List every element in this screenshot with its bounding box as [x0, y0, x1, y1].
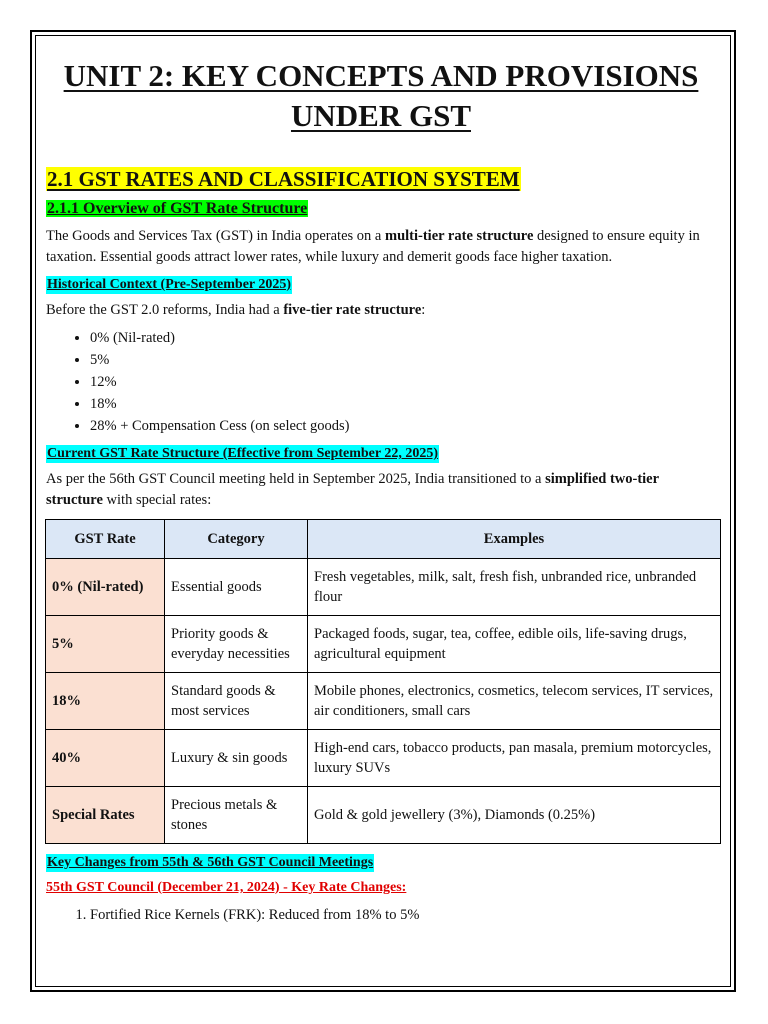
- category-cell: Standard goods & most services: [165, 673, 308, 730]
- gst-rate-table: [45, 519, 721, 844]
- category-cell: Priority goods & everyday necessities: [165, 616, 308, 673]
- page-content: [46, 56, 716, 926]
- table-row: [46, 616, 721, 673]
- rate-cell: 5%: [46, 616, 165, 673]
- table-row: [46, 787, 721, 844]
- list-item: • 18%: [90, 393, 716, 415]
- list-item: • 0% (Nil-rated): [90, 327, 716, 349]
- historical-paragraph: Before the GST 2.0 reforms, India had a five-tier rate structure:: [46, 302, 426, 318]
- header-category: Category: [165, 520, 308, 559]
- section-heading: 2.1 GST RATES AND CLASSIFICATION SYSTEM: [47, 167, 520, 191]
- examples-cell: High-end cars, tobacco products, pan masala, premium motorcycles, luxury SUVs: [308, 730, 721, 787]
- table-header-row: [46, 520, 721, 559]
- historical-rate-list: [46, 327, 716, 437]
- header-examples: Examples: [308, 520, 721, 559]
- subsection-heading: 2.1.1 Overview of GST Rate Structure: [47, 200, 308, 217]
- category-cell: Precious metals & stones: [165, 787, 308, 844]
- header-gst-rate: GST Rate: [46, 520, 165, 559]
- category-cell: Luxury & sin goods: [165, 730, 308, 787]
- list-item: • 28% + Compensation Cess (on select goods): [90, 415, 716, 437]
- rate-cell: 0% (Nil-rated): [46, 559, 165, 616]
- rate-cell: Special Rates: [46, 787, 165, 844]
- table-row: [46, 559, 721, 616]
- page-border-outer: [30, 30, 736, 992]
- examples-cell: Packaged foods, sugar, tea, coffee, edible oils, life-saving drugs, agricultural equipment: [308, 616, 721, 673]
- historical-heading: Historical Context (Pre-September 2025): [47, 277, 292, 292]
- unit-title: UNIT 2: KEY CONCEPTS AND PROVISIONS UNDER GST: [63, 58, 699, 133]
- examples-cell: Fresh vegetables, milk, salt, fresh fish, unbranded rice, unbranded flour: [308, 559, 721, 616]
- rate-cell: 18%: [46, 673, 165, 730]
- current-paragraph: As per the 56th GST Council meeting held in September 2025, India transitioned to a simplified two-tier structure with special rates:: [46, 471, 659, 508]
- rate-cell: 40%: [46, 730, 165, 787]
- current-heading: Current GST Rate Structure (Effective from September 22, 2025): [47, 446, 439, 461]
- key-changes-heading: Key Changes from 55th & 56th GST Council Meetings: [47, 855, 374, 870]
- list-item: • 12%: [90, 371, 716, 393]
- table-row: [46, 730, 721, 787]
- intro-paragraph: The Goods and Services Tax (GST) in India operates on a multi-tier rate structure designed to ensure equity in taxation. Essential goods attract lower rates, while luxury and demerit goods face higher taxation.: [46, 228, 700, 265]
- list-item: 1. Fortified Rice Kernels (FRK): Reduced from 18% to 5%: [90, 904, 716, 926]
- examples-cell: Mobile phones, electronics, cosmetics, telecom services, IT services, air conditioners, small cars: [308, 673, 721, 730]
- list-item: • 5%: [90, 349, 716, 371]
- council-55-heading: 55th GST Council (December 21, 2024) - Key Rate Changes:: [46, 880, 407, 895]
- examples-cell: Gold & gold jewellery (3%), Diamonds (0.25%): [308, 787, 721, 844]
- rate-change-list: [46, 904, 716, 926]
- table-row: [46, 673, 721, 730]
- category-cell: Essential goods: [165, 559, 308, 616]
